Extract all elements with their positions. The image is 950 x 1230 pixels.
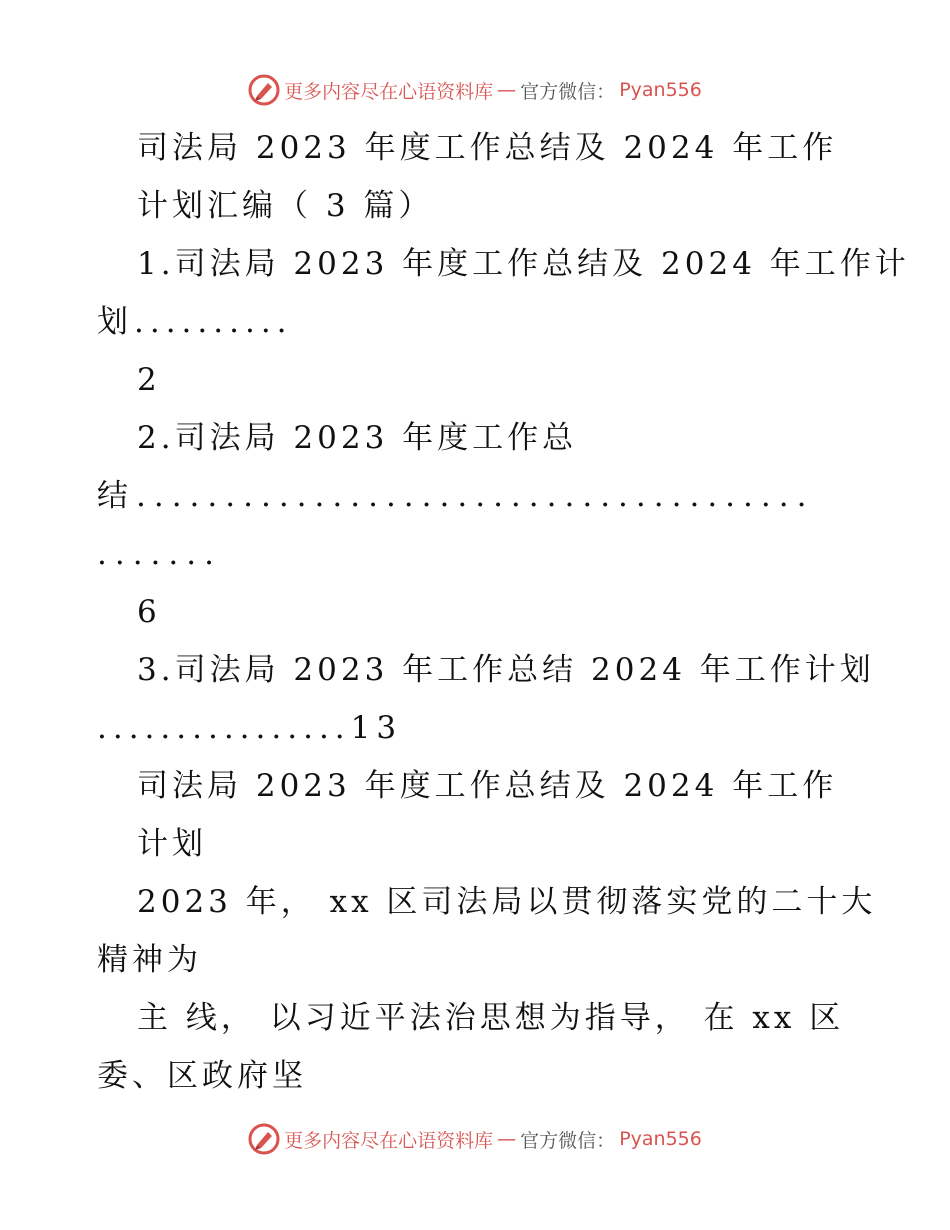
toc-entry-3-title: 3.司法局 2023 年工作总结 2024 年工作计划 (137, 652, 875, 688)
pen-logo-icon (248, 1123, 280, 1155)
watermark-dash: — (497, 79, 517, 101)
body-paragraph-2-line-1: 主 线， 以习近平法治思想为指导， 在 xx 区 (137, 1000, 845, 1036)
toc-entry-2-title: 2.司法局 2023 年度工作总 (137, 420, 578, 456)
header-watermark (0, 70, 950, 110)
watermark-handle: Pyan556 (619, 79, 702, 101)
toc-entry-2-page: 6 (137, 594, 161, 630)
watermark-handle: Pyan556 (619, 1128, 702, 1150)
toc-title-line-1: 司法局 2023 年度工作总结及 2024 年工作 (137, 130, 838, 166)
watermark-label: 官方微信： (520, 1129, 616, 1152)
toc-title-line-2: 计划汇编（ 3 篇） (137, 188, 434, 224)
body-paragraph-2-line-2: 委、区政府坚 (97, 1058, 307, 1094)
toc-entry-1-page: 2 (137, 362, 161, 398)
toc-entry-2-leader-cont: ....... (97, 536, 222, 572)
toc-entry-3-leader: ................13 (97, 710, 403, 746)
toc-entry-1-title: 1.司法局 2023 年度工作总结及 2024 年工作计 (137, 246, 910, 282)
body-heading-line-2: 计划 (137, 826, 207, 862)
body-paragraph-1-line-2: 精神为 (97, 942, 202, 978)
watermark-label: 官方微信： (520, 80, 616, 103)
body-heading-line-1: 司法局 2023 年度工作总结及 2024 年工作 (137, 768, 838, 804)
toc-entry-2-leader: 结...................................... (97, 478, 815, 514)
watermark-brand: 更多内容尽在心语资料库 (284, 80, 494, 103)
footer-watermark (0, 1119, 950, 1159)
toc-entry-1-leader: 划.......... (97, 304, 293, 340)
pen-logo-icon (248, 74, 280, 106)
watermark-brand: 更多内容尽在心语资料库 (284, 1129, 494, 1152)
body-paragraph-1-line-1: 2023 年， xx 区司法局以贯彻落实党的二十大 (137, 884, 877, 920)
watermark-dash: — (497, 1128, 517, 1150)
